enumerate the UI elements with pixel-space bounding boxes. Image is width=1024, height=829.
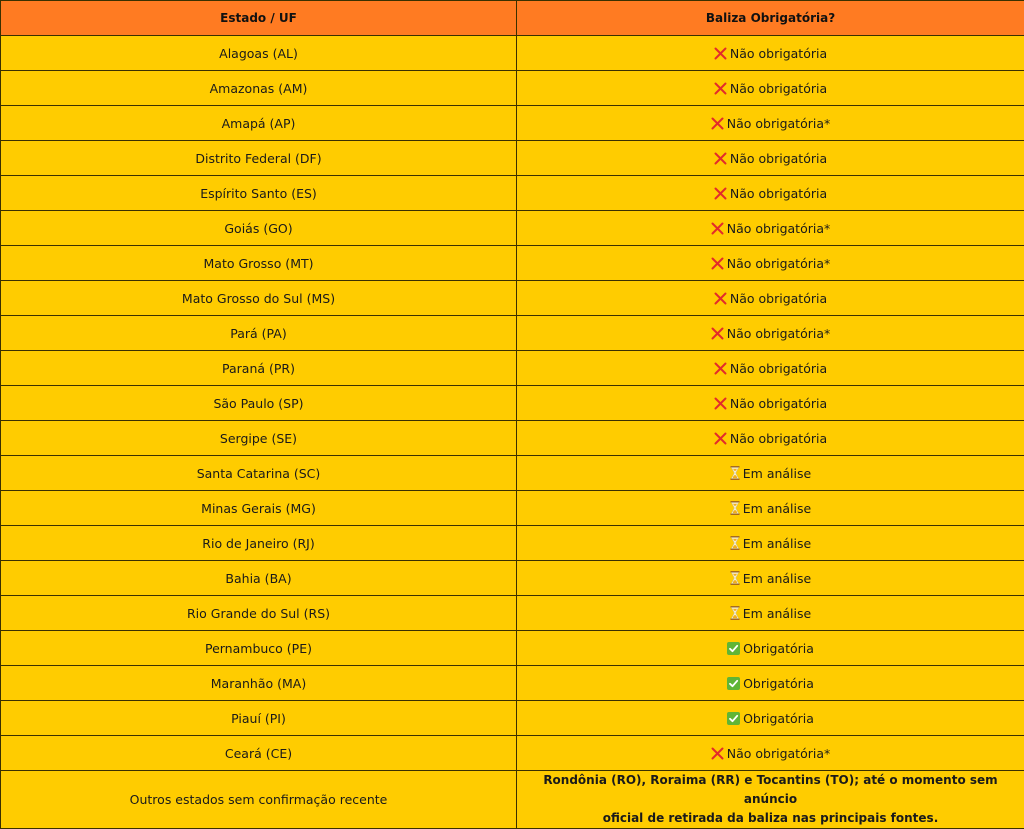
hourglass-icon <box>730 501 740 515</box>
status-label: Não obrigatória <box>730 81 827 96</box>
table-row <box>1 351 1024 386</box>
table-header-row <box>1 1 1024 36</box>
state-cell: Alagoas (AL) <box>1 36 517 71</box>
x-icon <box>714 397 727 410</box>
table-row <box>1 526 1024 561</box>
status-label: Não obrigatória <box>730 396 827 411</box>
state-cell: Mato Grosso do Sul (MS) <box>1 281 517 316</box>
status-label: Em análise <box>743 466 811 481</box>
x-icon <box>714 47 727 60</box>
x-icon <box>714 187 727 200</box>
x-icon <box>714 152 727 165</box>
state-cell: Mato Grosso (MT) <box>1 246 517 281</box>
state-cell: Goiás (GO) <box>1 211 517 246</box>
status-label: Não obrigatória <box>730 186 827 201</box>
status-label: Não obrigatória <box>730 151 827 166</box>
table-row <box>1 456 1024 491</box>
table-row-other-states <box>1 771 1024 829</box>
state-cell: Rio Grande do Sul (RS) <box>1 596 517 631</box>
state-cell: Minas Gerais (MG) <box>1 491 517 526</box>
status-label: Não obrigatória <box>730 291 827 306</box>
status-cell <box>517 736 1024 771</box>
status-cell <box>517 141 1024 176</box>
state-cell: Amapá (AP) <box>1 106 517 141</box>
table-row <box>1 176 1024 211</box>
state-cell: Distrito Federal (DF) <box>1 141 517 176</box>
table-row <box>1 701 1024 736</box>
x-icon <box>711 222 724 235</box>
table-row <box>1 666 1024 701</box>
status-label: Não obrigatória <box>730 361 827 376</box>
table-row <box>1 561 1024 596</box>
status-cell <box>517 281 1024 316</box>
status-cell <box>517 631 1024 666</box>
state-cell: Pernambuco (PE) <box>1 631 517 666</box>
check-icon <box>727 642 740 655</box>
hourglass-icon <box>730 571 740 585</box>
table-row <box>1 281 1024 316</box>
table-row <box>1 246 1024 281</box>
check-icon <box>727 677 740 690</box>
x-icon <box>711 257 724 270</box>
status-label: Não obrigatória <box>730 431 827 446</box>
state-cell: Santa Catarina (SC) <box>1 456 517 491</box>
status-cell <box>517 526 1024 561</box>
check-icon <box>727 712 740 725</box>
status-label: Obrigatória <box>743 711 814 726</box>
x-icon <box>714 362 727 375</box>
table-row <box>1 736 1024 771</box>
status-cell <box>517 491 1024 526</box>
table-row <box>1 631 1024 666</box>
hourglass-icon <box>730 606 740 620</box>
status-cell <box>517 561 1024 596</box>
table-row <box>1 386 1024 421</box>
status-cell <box>517 421 1024 456</box>
x-icon <box>714 292 727 305</box>
status-label: Obrigatória <box>743 641 814 656</box>
status-label: Em análise <box>743 571 811 586</box>
x-icon <box>711 327 724 340</box>
hourglass-icon <box>730 466 740 480</box>
state-cell: Sergipe (SE) <box>1 421 517 456</box>
state-cell: São Paulo (SP) <box>1 386 517 421</box>
status-label: Não obrigatória* <box>727 746 831 761</box>
state-cell: Pará (PA) <box>1 316 517 351</box>
header-estado: Estado / UF <box>1 1 517 36</box>
x-icon <box>714 432 727 445</box>
status-label: Não obrigatória* <box>727 221 831 236</box>
status-label: Obrigatória <box>743 676 814 691</box>
status-cell <box>517 596 1024 631</box>
table-row <box>1 211 1024 246</box>
table-row <box>1 316 1024 351</box>
table-row <box>1 596 1024 631</box>
status-label: Não obrigatória* <box>727 256 831 271</box>
status-cell <box>517 211 1024 246</box>
status-label: Em análise <box>743 606 811 621</box>
state-cell: Paraná (PR) <box>1 351 517 386</box>
status-cell <box>517 701 1024 736</box>
state-cell: Espírito Santo (ES) <box>1 176 517 211</box>
state-cell: Ceará (CE) <box>1 736 517 771</box>
state-cell: Outros estados sem confirmação recente <box>1 771 517 829</box>
status-cell <box>517 36 1024 71</box>
hourglass-icon <box>730 536 740 550</box>
status-label: Não obrigatória* <box>727 326 831 341</box>
x-icon <box>711 747 724 760</box>
status-cell <box>517 176 1024 211</box>
header-baliza: Baliza Obrigatória? <box>517 1 1024 36</box>
table-row <box>1 71 1024 106</box>
table-row <box>1 141 1024 176</box>
state-cell: Bahia (BA) <box>1 561 517 596</box>
status-cell <box>517 386 1024 421</box>
note-cell <box>517 771 1024 829</box>
table-row <box>1 36 1024 71</box>
x-icon <box>714 82 727 95</box>
table-row <box>1 421 1024 456</box>
x-icon <box>711 117 724 130</box>
state-cell: Rio de Janeiro (RJ) <box>1 526 517 561</box>
table-row <box>1 106 1024 141</box>
note-line-1: Rondônia (RO), Roraima (RR) e Tocantins (TO); até o momento sem anúncio <box>543 773 997 806</box>
status-label: Em análise <box>743 536 811 551</box>
status-label: Não obrigatória* <box>727 116 831 131</box>
status-cell <box>517 456 1024 491</box>
status-label: Em análise <box>743 501 811 516</box>
status-cell <box>517 351 1024 386</box>
status-cell <box>517 666 1024 701</box>
state-cell: Maranhão (MA) <box>1 666 517 701</box>
status-label: Não obrigatória <box>730 46 827 61</box>
state-cell: Piauí (PI) <box>1 701 517 736</box>
note-line-2: oficial de retirada da baliza nas principais fontes. <box>603 811 939 825</box>
state-cell: Amazonas (AM) <box>1 71 517 106</box>
status-cell <box>517 246 1024 281</box>
status-cell <box>517 316 1024 351</box>
table-row <box>1 491 1024 526</box>
status-cell <box>517 106 1024 141</box>
status-cell <box>517 71 1024 106</box>
